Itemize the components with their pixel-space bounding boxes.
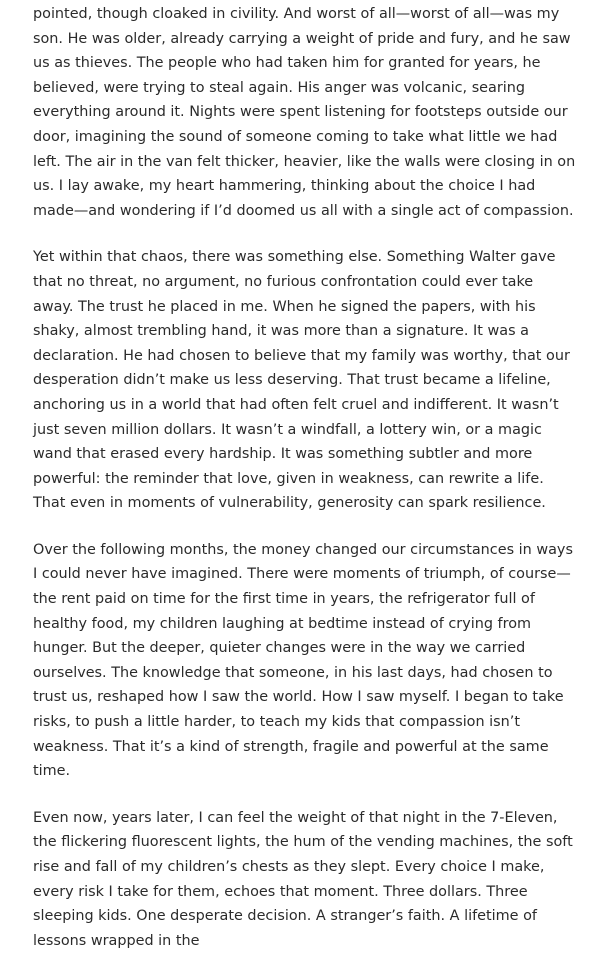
- paragraph-2: Yet within that chaos, there was something else. Something Walter gave that no threat, no argument, no furious confrontation could ever take away. The trust he placed in me. When he signed the papers, with his shaky, almost trembling hand, it was more than a signature. It was a declaration. He had chosen to believe that my family was worthy, that our desperation didn’t make us less deserving. That trust became a lifeline, anchoring us in a world that had often felt cruel and indifferent. It wasn’t just seven million dollars. It wasn’t a windfall, a lottery win, or a magic wand that erased every hardship. It was something subtler and more powerful: the reminder that love, given in weakness, can rewrite a life. That even in moments of vulnerability, generosity can spark resilience.: [33, 249, 570, 512]
- paragraph-4: Even now, years later, I can feel the weight of that night in the 7-Eleven, the flickering fluorescent lights, the hum of the vending machines, the soft rise and fall of my children’s chests as they slept. Every choice I make, every risk I take for them, echoes that moment. Three dollars. Three sleeping kids. One desperate decision. A stranger’s faith. A lifetime of lessons wrapped in the: [33, 809, 573, 949]
- paragraph-3: Over the following months, the money changed our circumstances in ways I could never have imagined. There were moments of triumph, of course—the rent paid on time for the first time in years, the refrigerator full of healthy food, my children laughing at bedtime instead of crying from hunger. But the deeper, quieter changes were in the way we carried ourselves. The knowledge that someone, in his last days, had chosen to trust us, reshaped how I saw the world. How I saw myself. I began to take risks, to push a little harder, to teach my kids that compassion isn’t weakness. That it’s a kind of strength, fragile and powerful at the same time.: [33, 541, 573, 780]
- article-body: [33, 2, 578, 975]
- paragraph-1: pointed, though cloaked in civility. And worst of all—worst of all—was my son. He was older, already carrying a weight of pride and fury, and he saw us as thieves. The people who had taken him for granted for years, he believed, were trying to steal again. His anger was volcanic, searing everything around it. Nights were spent listening for footsteps outside our door, imagining the sound of someone coming to take what little we had left. The air in the van felt thicker, heavier, like the walls were closing in on us. I lay awake, my heart hammering, thinking about the choice I had made—and wondering if I’d doomed us all with a single act of compassion.: [33, 6, 576, 219]
